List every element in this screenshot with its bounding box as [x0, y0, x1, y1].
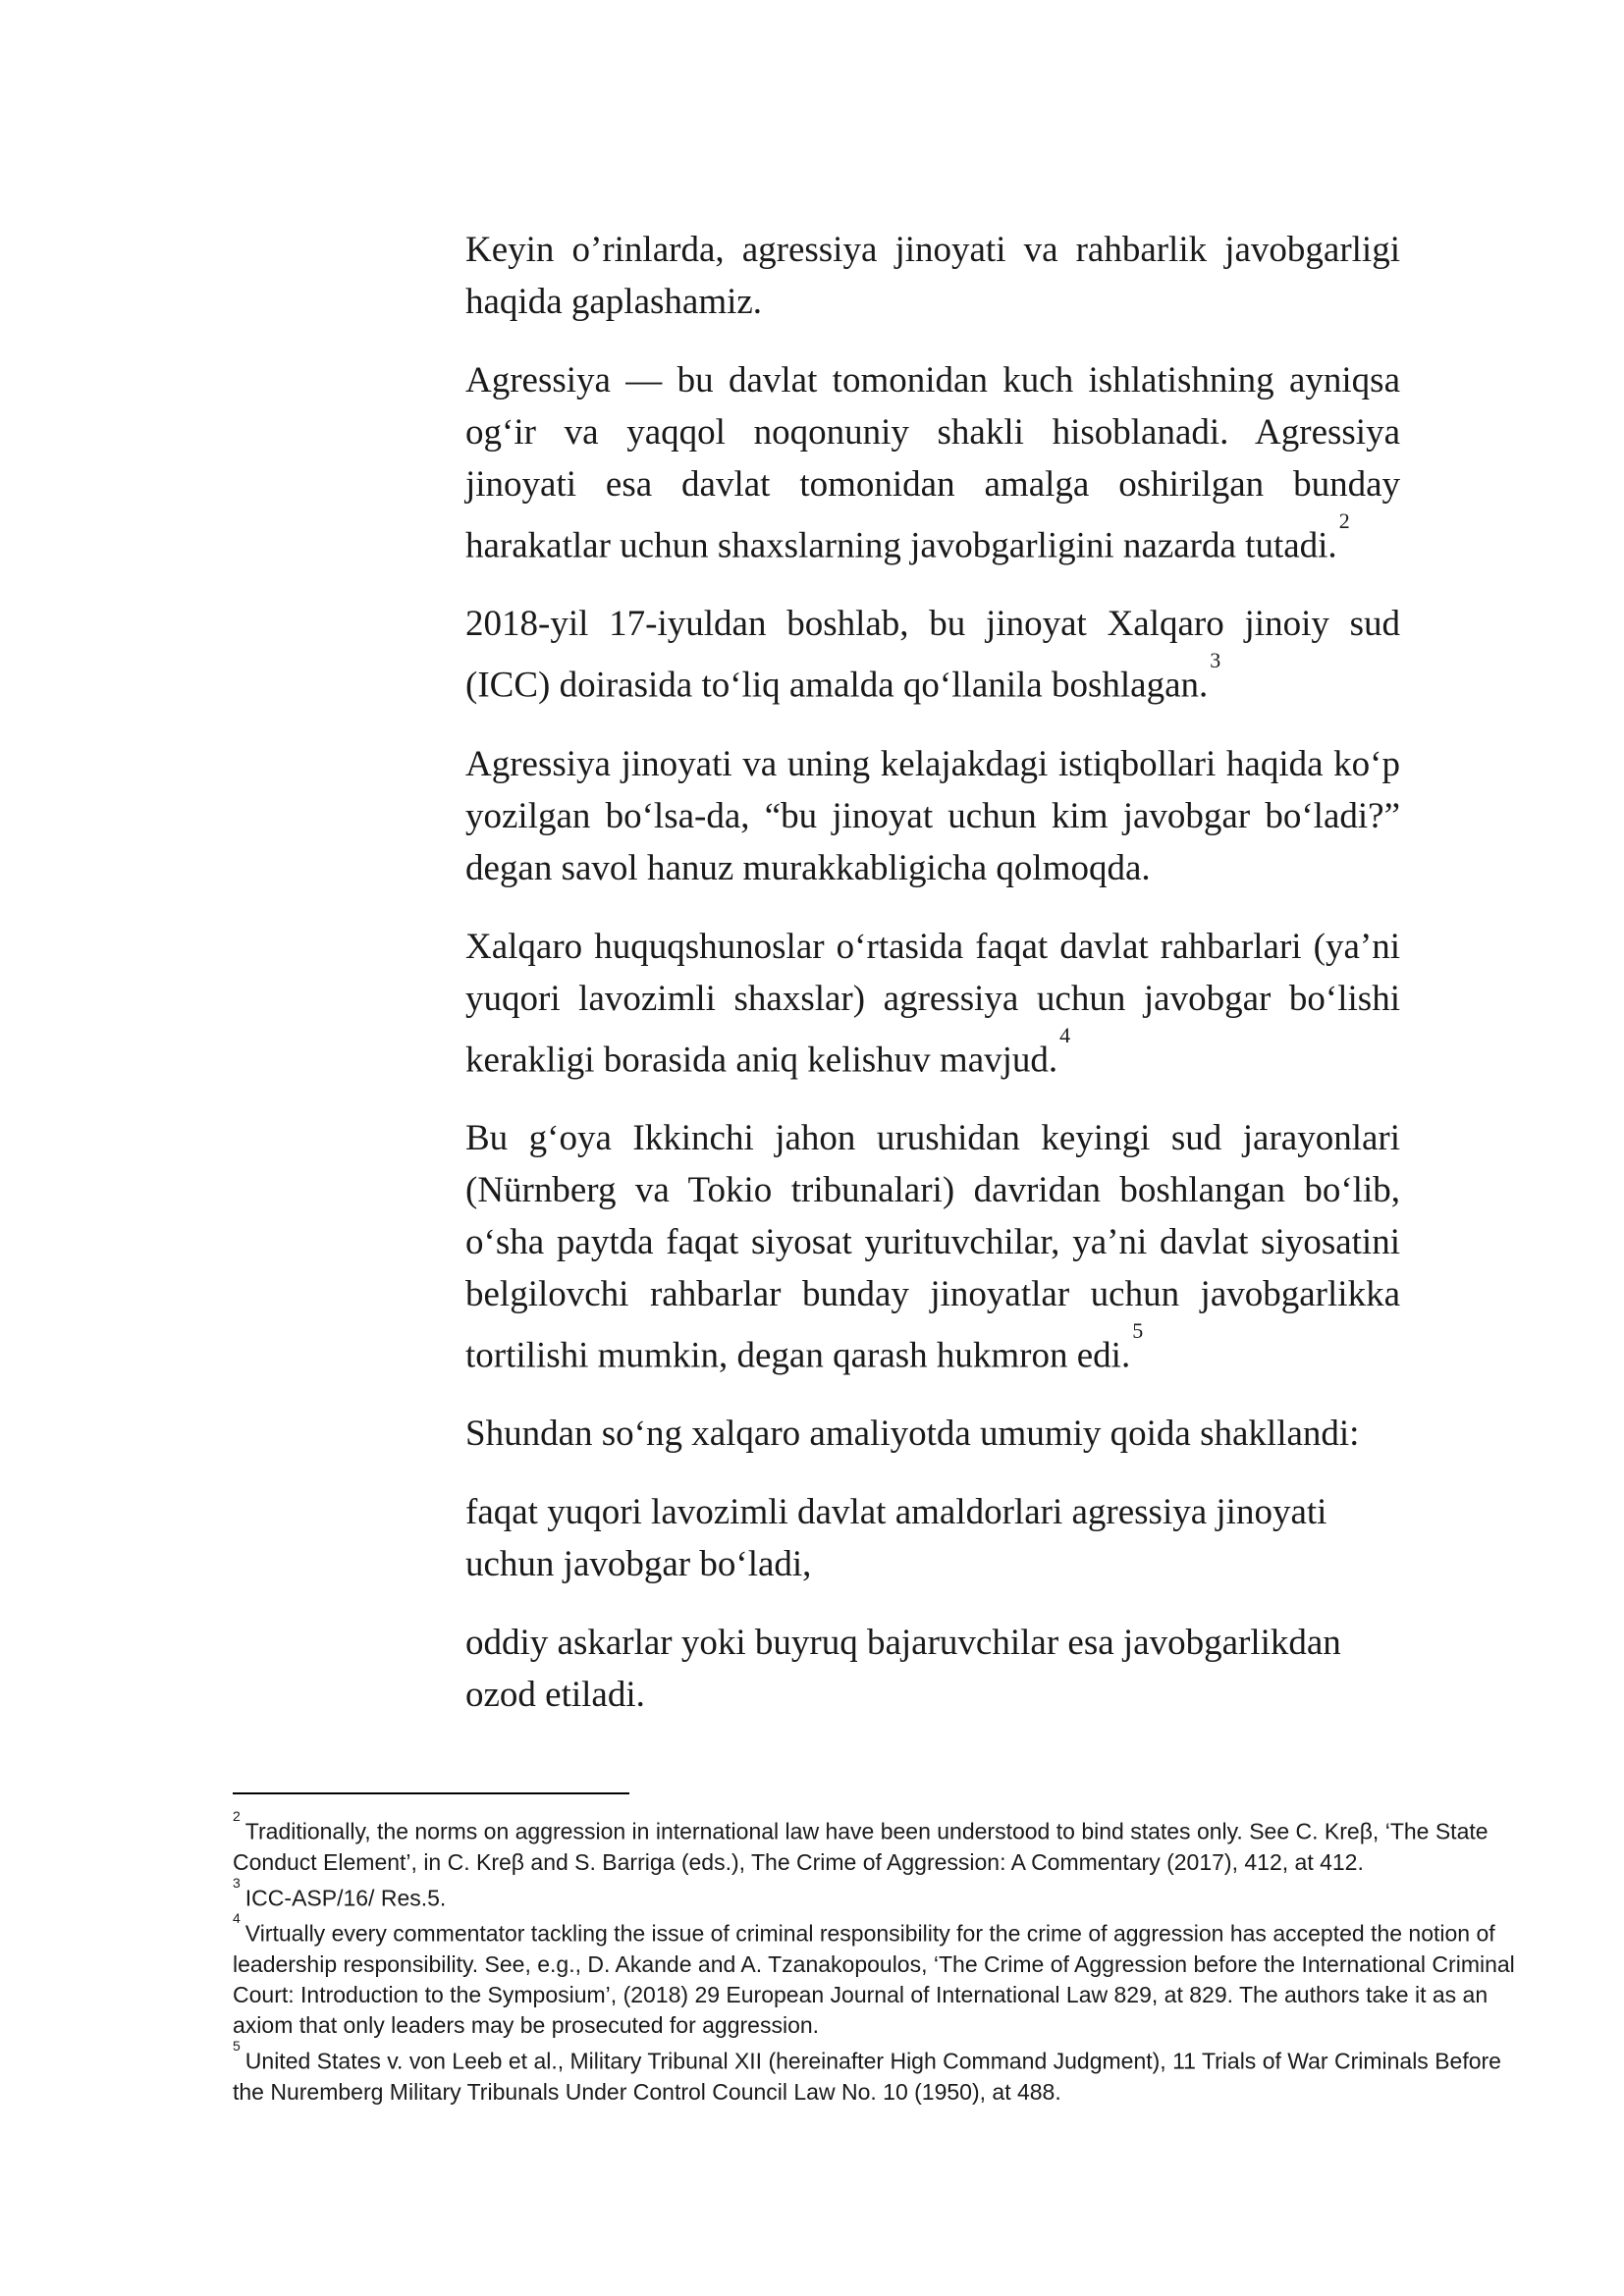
paragraph: [465, 1112, 1400, 1381]
footnotes: [233, 1808, 1519, 2108]
footnote: [233, 1910, 1519, 2041]
footnote-text: Traditionally, the norms on aggression in international law have been understood to bind states only. See C. Kreβ, ‘The State Conduct Element’, in C. Kreβ and S. Barriga (eds.), The Crime of Aggression: A Commentary (2017), 412, at 412.: [233, 1818, 1489, 1875]
footnote-text: Virtually every commentator tackling the issue of criminal responsibility for the crime of aggression has accepted the notion of leadership responsibility. See, e.g., D. Akande and A. Tzanakopoulos, ‘The Crime of Aggression before the International Criminal Court: Introduction to the Symposium’, (2018) 29 European Journal of International Law 829, at 829. The authors take it as an axiom that only leaders may be prosecuted for aggression.: [233, 1920, 1515, 2038]
paragraph-text: Agressiya — bu davlat tomonidan kuch ishlatishning ayniqsa og‘ir va yaqqol noqonuniy shakli hisoblanadi. Agressiya jinoyati esa davlat tomonidan amalga oshirilgan bunday harakatlar uchun shaxslarning javobgarligini nazarda tutadi.: [465, 360, 1400, 566]
paragraph: [465, 598, 1400, 711]
paragraph-text: Shundan so‘ng xalqaro amaliyotda umumiy qoida shakllandi:: [465, 1414, 1360, 1455]
footnote: [233, 1808, 1519, 1878]
footnote-separator: [233, 1792, 629, 1794]
paragraph: [465, 354, 1400, 571]
footnote-number: 2: [233, 1808, 241, 1824]
footnote-reference[interactable]: 5: [1132, 1317, 1144, 1343]
paragraph-text: Agressiya jinoyati va uning kelajakdagi istiqbollari haqida ko‘p yozilgan bo‘lsa-da, “bu jinoyat uchun kim javobgar bo‘ladi?” degan savol hanuz murakkabligicha qolmoqda.: [465, 743, 1400, 888]
footnote-text: United States v. von Leeb et al., Military Tribunal XII (hereinafter High Command Judgment), 11 Trials of War Criminals Before the Nuremberg Military Tribunals Under Control Council Law No. 10 (1950), at 488.: [233, 2048, 1501, 2105]
paragraph: [465, 921, 1400, 1086]
paragraph: [465, 738, 1400, 894]
body-text: [465, 224, 1400, 1747]
footnote-number: 4: [233, 1910, 241, 1927]
paragraph: [465, 1408, 1400, 1460]
footnote-reference[interactable]: 2: [1338, 508, 1350, 533]
paragraph-text: oddiy askarlar yoki buyruq bajaruvchilar esa javobgarlikdan ozod etiladi.: [465, 1623, 1341, 1716]
footnote-reference[interactable]: 3: [1210, 648, 1221, 673]
footnote-text: ICC-ASP/16/ Res.5.: [244, 1885, 447, 1911]
footnote: [233, 1874, 1519, 1914]
paragraph: [465, 1617, 1400, 1721]
paragraph-text: 2018-yil 17-iyuldan boshlab, bu jinoyat Xalqaro jinoiy sud (ICC) doirasida to‘liq amalda qo‘llanila boshlagan.: [465, 604, 1400, 706]
footnote: [233, 2037, 1519, 2108]
paragraph: [465, 1486, 1400, 1590]
paragraph-text: Keyin o’rinlarda, agressiya jinoyati va rahbarlik javobgarligi haqida gaplashamiz.: [465, 230, 1400, 322]
paragraph-text: faqat yuqori lavozimli davlat amaldorlari agressiya jinoyati uchun javobgar bo‘ladi,: [465, 1492, 1327, 1585]
footnote-number: 3: [233, 1874, 241, 1891]
paragraph: [465, 224, 1400, 328]
footnote-reference[interactable]: 4: [1059, 1022, 1071, 1047]
paragraph-text: Bu g‘oya Ikkinchi jahon urushidan keyingi sud jarayonlari (Nürnberg va Tokio tribunalari) davridan boshlangan bo‘lib, o‘sha paytda faqat siyosat yurituvchilar, ya’ni davlat siyosatini belgilovchi rahbarlar bunday jinoyatlar uchun javobgarlikka tortilishi mumkin, degan qarash hukmron edi.: [465, 1117, 1400, 1376]
footnote-number: 5: [233, 2037, 241, 2054]
paragraph-text: Xalqaro huquqshunoslar o‘rtasida faqat davlat rahbarlari (ya’ni yuqori lavozimli shaxslar) agressiya uchun javobgar bo‘lishi kerakligi borasida aniq kelishuv mavjud.: [465, 926, 1400, 1080]
